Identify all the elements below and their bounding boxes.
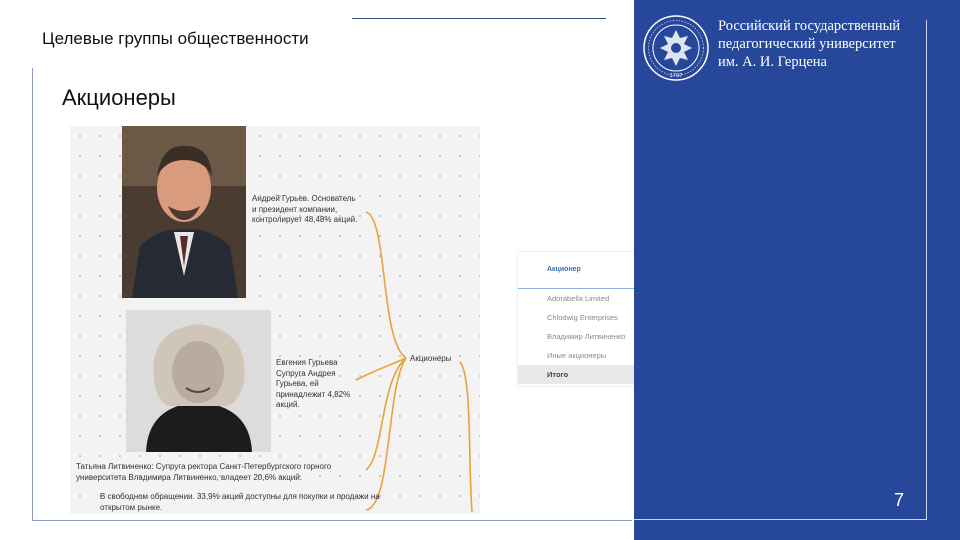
top-divider-line <box>352 18 606 19</box>
university-name-line3: им. А. И. Герцена <box>718 54 827 70</box>
slide-heading: Целевые группы общественности <box>42 29 309 48</box>
shareholders-collage <box>70 126 480 514</box>
branding-panel <box>634 0 960 540</box>
andrey-guryev-photo <box>122 126 246 298</box>
man-portrait-icon <box>122 126 246 298</box>
left-frame-line <box>32 68 33 520</box>
row-shareholder: Владимир Литвиненко <box>547 332 626 341</box>
university-name <box>718 17 900 71</box>
university-seal-icon <box>642 14 710 82</box>
header-shareholder: Акционер <box>547 266 581 273</box>
page-number: 7 <box>894 490 905 510</box>
evgenia-guryeva-photo <box>126 310 271 452</box>
free-float-caption: В свободном обращении. 33,9% акций доступны для покупки и продажи на открытом рынке. <box>100 492 380 512</box>
row-shareholder: Chlodwig Enterprises <box>547 313 618 322</box>
shareholders-hub-label: Акционеры <box>410 354 452 363</box>
panel-frame-line-horizontal <box>634 519 927 520</box>
row-shareholder: Adorabella Limited <box>547 294 610 303</box>
andrey-caption: Андрей Гурьев. Основатель и президент компании, контролирует 48,48% акций. <box>252 194 358 224</box>
row-shareholder: Иные акционеры <box>547 351 607 360</box>
university-name-line2: педагогический университет <box>718 36 896 52</box>
evgenia-caption: Евгения Гурьева Супруга Андрея Гурьева, ей принадлежит 4,82% акций. <box>276 358 351 409</box>
panel-frame-line-vertical <box>926 20 927 520</box>
bottom-frame-line <box>32 520 632 521</box>
university-name-line1: Российский государственный <box>718 18 901 34</box>
seal-year: 1797 <box>669 73 683 79</box>
slide-subtitle: Акционеры <box>62 85 176 110</box>
tatiana-caption: Татьяна Литвиненко: Супруга ректора Санкт-Петербургского горного университета Владимира Литвиненко, владеет 20,6% акций. <box>76 462 332 482</box>
total-label: Итого <box>547 370 569 379</box>
woman-portrait-icon <box>126 310 271 452</box>
